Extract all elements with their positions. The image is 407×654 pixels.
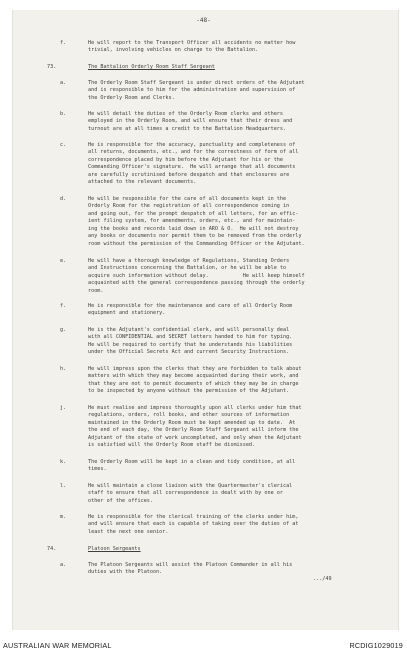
paragraph-text: He will be responsible for the care of all documents kept in the Orderly Room for the registration of all correspondence coming in and going out, for the prompt despatch of all letters, for an effic- ient filing system, for amendments, orders, etc., and for maintain- ing the books and records laid down in ARO & O. He will not destroy any books or documents nor permit them to be removed from the orderly room without the permission of the Commanding Officer or the Adjutant. <box>88 196 305 247</box>
paragraph-text: He is responsible for the maintenance and care of all Orderly Room equipment and stationery. <box>88 303 293 317</box>
footer-record-id: RCDIG1029019 <box>349 641 403 650</box>
paragraph-text: He will have a thorough knowledge of Regulations, Standing Orders and Instructions concerning the Battalion, or he will be able to acquire such information without delay. He will keep himself acquainted with the general correspondence passing through the orderly room. <box>88 258 305 294</box>
paragraph-text: The Orderly Room will be kept in a clean and tidy condition, at all times. <box>88 459 296 473</box>
paragraph-text: He will impress upon the clerks that they are forbidden to talk about matters with which they may become acquainted during their work, and that they are not to permit documents of which they may be in charge to be inspected by anyone without the permission of the Adjutant. <box>88 366 302 395</box>
archive-footer <box>0 630 407 654</box>
paragraph-text: He is responsible for the accuracy, punctuality and completeness of all returns, documents, etc., and for the correctness of form of all correspondence placed by him before the Adjutant for his or the Commanding Officer's signature. He will arrange that all documents are carefully scrutinised before despatch and that enclosures are attached to the relevant documents. <box>88 142 299 186</box>
paragraph-text: He is responsible for the clerical training of the clerks under him, and will ensure that each is capable of taking over the duties of at least the next one senior. <box>88 514 299 535</box>
paragraph-marker: m. <box>60 514 67 520</box>
paragraph-marker: e. <box>60 258 67 264</box>
paragraph-marker: b. <box>60 111 67 117</box>
paragraph-marker: f. <box>60 40 67 46</box>
paragraph-text: He will maintain a close liaison with the Quartermaster's clerical staff to ensure that all correspondence is dealt with by one or other of the offices. <box>88 483 293 504</box>
paragraph-marker: k. <box>60 459 67 465</box>
paragraph-marker: d. <box>60 196 67 202</box>
paragraph-text: The Orderly Room Staff Sergeant is under direct orders of the Adjutant and is responsible to him for the administration and supervision of the Orderly Room and Clerks. <box>88 80 305 101</box>
paragraph-marker: 73. <box>47 64 57 70</box>
section-heading: The Battalion Orderly Room Staff Sergeant <box>88 64 215 70</box>
paragraph-marker: g. <box>60 327 67 333</box>
paragraph-text: .../49 <box>313 576 332 582</box>
section-heading: Platoon Sergeants <box>88 546 141 552</box>
paper-sheet <box>12 10 399 630</box>
paragraph-marker: a. <box>60 80 67 86</box>
paragraph-marker: 74. <box>47 546 57 552</box>
paragraph-marker: h. <box>60 366 67 372</box>
paragraph-marker: c. <box>60 142 67 148</box>
paragraph-text: He must realise and impress thoroughly upon all clerks under him that regulations, orders, roll books, and other sources of information maintained in the Orderly Room must be kept amended up to date. At the end of each day, the Orderly Room Staff Sergeant will inform the Adjutant of the state of work uncompleted, and only when the Adjutant is satisfied will the Orderly Room staff be dismissed. <box>88 405 302 449</box>
paragraph-marker: j. <box>60 405 67 411</box>
paragraph-text: He is the Adjutant's confidential clerk, and will personally deal with all CONFIDENTIAL and SECRET letters handed to him for typing. He will be required to certify that he understands his liabilities under the Official Secrets Act and current Security Instructions. <box>88 327 293 356</box>
paragraph-text: He will report to the Transport Officer all accidents no matter how trivial, involving vehicles on charge to the Battalion. <box>88 40 296 54</box>
paragraph-marker: a. <box>60 562 67 568</box>
paragraph-text: He will detail the duties of the Orderly Room clerks and others employed in the Orderly Room, and will ensure that their dress and turnout are at all times a credit to the Battalion Headquarters. <box>88 111 293 132</box>
paragraph-text: The Platoon Sergeants will assist the Platoon Commander in all his duties with the Platoon. <box>88 562 293 576</box>
paragraph-marker: f. <box>60 303 67 309</box>
page-number: -48- <box>196 17 211 24</box>
paragraph-marker: l. <box>60 483 67 489</box>
footer-institution: AUSTRALIAN WAR MEMORIAL <box>3 641 112 650</box>
